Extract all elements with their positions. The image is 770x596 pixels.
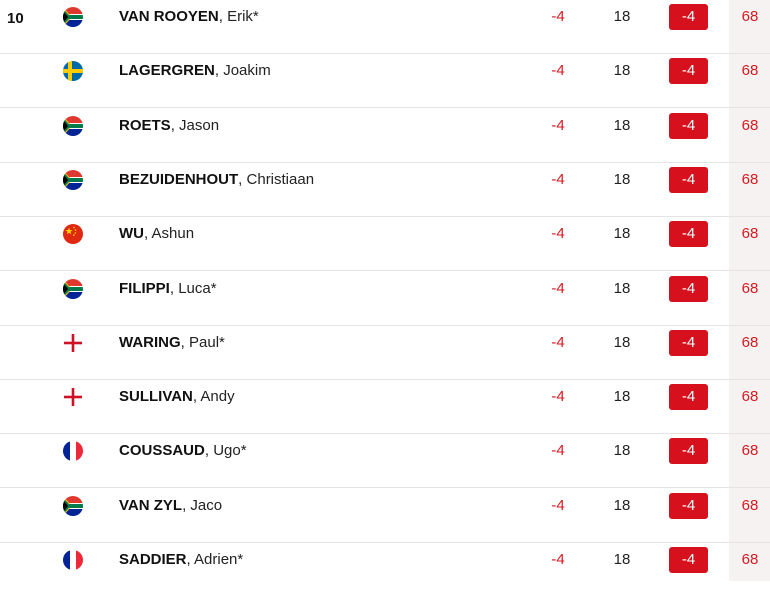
player-name[interactable]: ROETS, Jason: [119, 116, 220, 134]
south-africa-flag-icon: [63, 116, 83, 136]
player-first-name: Joakim: [223, 62, 271, 80]
player-first-name: Erik*: [227, 8, 259, 25]
player-row[interactable]: [0, 488, 770, 543]
total-score: 68: [741, 8, 759, 25]
player-last-name: WARING: [119, 333, 181, 351]
total-score: 68: [741, 279, 759, 297]
player-row[interactable]: [0, 433, 770, 488]
player-first-name: Jaco: [190, 496, 223, 514]
player-last-name: LAGERGREN: [119, 62, 215, 80]
to-par: -4: [551, 116, 565, 134]
to-par: -4: [551, 333, 565, 351]
player-name[interactable]: SADDIER, Adrien*: [119, 551, 244, 568]
player-last-name: BEZUIDENHOUT: [119, 170, 239, 188]
round-score-badge: -4: [669, 330, 708, 356]
holes-thru: 18: [613, 170, 631, 188]
round-score-badge: -4: [669, 384, 708, 410]
player-row[interactable]: [0, 162, 770, 217]
france-flag-icon: [63, 441, 83, 461]
to-par: -4: [551, 170, 565, 188]
player-first-name: Andy: [200, 388, 235, 406]
player-row[interactable]: [0, 325, 770, 380]
player-first-name: Luca*: [178, 279, 217, 297]
round-score-badge: -4: [669, 167, 708, 193]
south-africa-flag-icon: [63, 170, 83, 190]
holes-thru: 18: [613, 8, 631, 25]
player-name[interactable]: FILIPPI, Luca*: [119, 279, 217, 297]
player-name[interactable]: SULLIVAN, Andy: [119, 388, 235, 406]
total-score: 68: [741, 496, 759, 514]
round-score-badge: -4: [669, 276, 708, 302]
player-name[interactable]: VAN ROOYEN, Erik*: [119, 8, 259, 25]
player-name[interactable]: WARING, Paul*: [119, 333, 225, 351]
player-first-name: Paul*: [189, 333, 225, 351]
to-par: -4: [551, 8, 565, 25]
holes-thru: 18: [613, 279, 631, 297]
player-row[interactable]: [0, 271, 770, 326]
player-row[interactable]: [0, 542, 770, 596]
south-africa-flag-icon: [63, 279, 83, 299]
player-last-name: VAN ROOYEN: [119, 8, 219, 25]
holes-thru: 18: [613, 62, 631, 80]
player-row[interactable]: [0, 216, 770, 271]
round-score-badge: -4: [669, 438, 708, 464]
total-score: 68: [741, 170, 759, 188]
player-name[interactable]: WU, Ashun: [119, 225, 195, 243]
round-score-badge: -4: [669, 547, 708, 573]
holes-thru: 18: [613, 116, 631, 134]
holes-thru: 18: [613, 442, 631, 460]
holes-thru: 18: [613, 388, 631, 406]
player-first-name: Ugo*: [213, 442, 247, 460]
to-par: -4: [551, 551, 565, 568]
to-par: -4: [551, 62, 565, 80]
round-score-badge: -4: [669, 58, 708, 84]
to-par: -4: [551, 225, 565, 243]
player-name[interactable]: LAGERGREN, Joakim: [119, 62, 271, 80]
england-flag-icon: [63, 387, 83, 407]
player-name[interactable]: COUSSAUD, Ugo*: [119, 442, 247, 460]
holes-thru: 18: [613, 333, 631, 351]
player-row[interactable]: [0, 0, 770, 54]
china-flag-icon: [63, 224, 83, 244]
player-last-name: ROETS: [119, 116, 171, 134]
to-par: -4: [551, 442, 565, 460]
player-first-name: Adrien*: [194, 551, 244, 568]
player-last-name: SADDIER: [119, 551, 187, 568]
total-score: 68: [741, 442, 759, 460]
total-score: 68: [741, 116, 759, 134]
player-name[interactable]: VAN ZYL, Jaco: [119, 496, 223, 514]
player-row[interactable]: [0, 108, 770, 163]
france-flag-icon: [63, 550, 83, 570]
player-last-name: VAN ZYL: [119, 496, 183, 514]
player-row[interactable]: [0, 53, 770, 108]
south-africa-flag-icon: [63, 7, 83, 27]
total-score: 68: [741, 62, 759, 80]
player-last-name: SULLIVAN: [119, 388, 193, 406]
england-flag-icon: [63, 333, 83, 353]
player-last-name: WU: [119, 225, 144, 243]
player-last-name: FILIPPI: [119, 279, 170, 297]
holes-thru: 18: [613, 551, 631, 568]
south-africa-flag-icon: [63, 496, 83, 516]
total-score: 68: [741, 388, 759, 406]
total-score: 68: [741, 333, 759, 351]
player-first-name: Ashun: [151, 225, 195, 243]
sweden-flag-icon: [63, 61, 83, 81]
holes-thru: 18: [613, 496, 631, 514]
player-first-name: Jason: [179, 116, 220, 134]
player-last-name: COUSSAUD: [119, 442, 205, 460]
round-score-badge: -4: [669, 221, 708, 247]
position: 10: [7, 10, 24, 27]
holes-thru: 18: [613, 225, 631, 243]
to-par: -4: [551, 388, 565, 406]
round-score-badge: -4: [669, 113, 708, 139]
round-score-badge: -4: [669, 493, 708, 519]
total-score: 68: [741, 225, 759, 243]
round-score-badge: -4: [669, 4, 708, 30]
player-row[interactable]: [0, 379, 770, 434]
to-par: -4: [551, 496, 565, 514]
to-par: -4: [551, 279, 565, 297]
player-name[interactable]: BEZUIDENHOUT, Christiaan: [119, 170, 315, 188]
player-first-name: Christiaan: [246, 170, 315, 188]
total-score: 68: [741, 551, 759, 568]
